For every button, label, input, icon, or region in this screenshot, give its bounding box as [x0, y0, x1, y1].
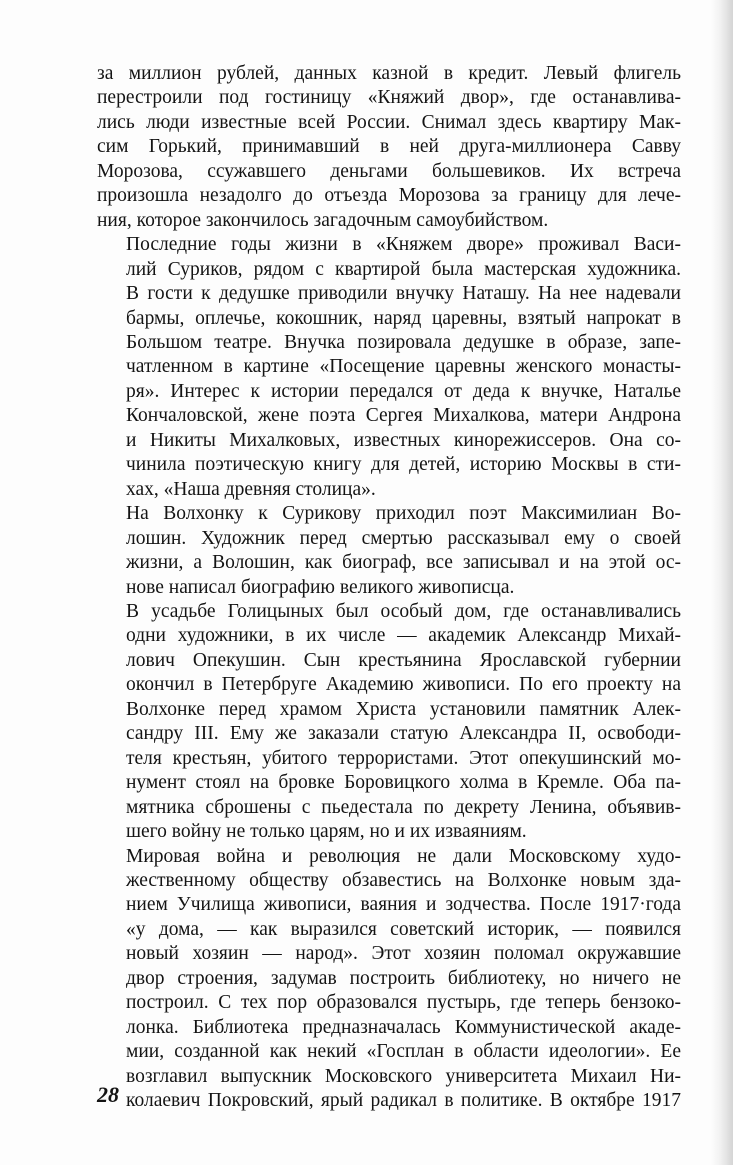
text-line: новый хозяин — народ». Этот хозяин поломал окружавшие	[126, 943, 681, 965]
text-line: сим Горький, принимавший в ней друга-миллионера Савву	[97, 136, 681, 158]
text-line: нумент стоял на бровке Боровицкого холма в Кремле. Оба па-	[126, 772, 681, 794]
text-line: В гости к дедушке приводили внучку Наташу. На нее надевали	[126, 283, 681, 305]
text-line: чинила поэтическую книгу для детей, историю Москвы в сти-	[126, 454, 681, 476]
text-line: Волхонке перед храмом Христа установили памятник Алек-	[126, 698, 681, 720]
text-line: шего войну не только царям, но и их изваяниям.	[126, 821, 527, 843]
body-text	[97, 62, 681, 1113]
text-line: лович Опекушин. Сын крестьянина Ярославской губернии	[126, 649, 681, 671]
text-line: Большом театре. Внучка позировала дедушке в образе, запе-	[126, 331, 681, 353]
text-line: чатленном в картине «Посещение царевны женского монасты-	[126, 356, 681, 378]
text-line: перестроили под гостиницу «Княжий двор», где останавлива-	[97, 87, 681, 109]
text-line: ния, которое закончилось загадочным самоубийством.	[97, 209, 549, 231]
text-line: Последние годы жизни в «Княжем дворе» проживал Васи-	[126, 234, 681, 256]
text-line: возглавил выпускник Московского университета Михаил Ни-	[126, 1065, 681, 1087]
text-line: за миллион рублей, данных казной в кредит. Левый флигель	[97, 63, 681, 84]
text-line: бармы, оплечье, кокошник, наряд царевны, взятый напрокат в	[126, 307, 681, 329]
page-spine-shadow	[711, 0, 733, 1165]
text-line: «у дома, — как выразился советский историк, — появился	[126, 918, 681, 940]
text-line: теля крестьян, убитого террористами. Этот опекушинский мо-	[126, 747, 681, 769]
text-line: жизни, а Волошин, как биограф, все записывал и на этой ос-	[126, 552, 681, 574]
text-line: одни художники, в их числе — академик Александр Михай-	[126, 625, 681, 647]
paragraph	[97, 502, 681, 600]
text-line: жественному обществу обзавестись на Волхонке новым зда-	[126, 869, 681, 891]
text-line: сандру III. Ему же заказали статую Александра II, освободи-	[126, 723, 681, 745]
paragraph	[97, 845, 681, 1114]
text-line: окончил в Петербруге Академию живописи. По его проекту на	[126, 674, 681, 696]
text-line: ря». Интерес к истории передался от деда к внучке, Наталье	[126, 380, 681, 402]
text-line: мятника сброшены с пьедестала по декрету Ленина, объявив-	[126, 796, 681, 818]
text-line: На Волхонку к Сурикову приходил поэт Максимилиан Во-	[126, 503, 681, 525]
paragraph	[97, 600, 681, 845]
page-number: 28	[97, 1082, 119, 1107]
text-line: двор строения, задумав построить библиотеку, но ничего не	[126, 967, 681, 989]
text-line: произошла незадолго до отъезда Морозова за границу для лече-	[97, 185, 681, 207]
text-line: мии, созданной как некий «Госплан в области идеологии». Ее	[126, 1041, 681, 1063]
paragraph	[97, 233, 681, 502]
text-line: нием Училища живописи, ваяния и зодчества. После 1917·года	[126, 894, 681, 916]
paragraph	[97, 62, 681, 233]
text-line: нове написал биографию великого живописца.	[126, 576, 515, 598]
text-line: лись люди известные всей России. Снимал здесь квартиру Мак-	[97, 111, 681, 133]
text-line: Мировая война и революция не дали Московскому худо-	[126, 845, 681, 867]
text-line: и Никиты Михалковых, известных кинорежиссеров. Она со-	[126, 429, 681, 451]
text-line: лонка. Библиотека предназначалась Коммунистической акаде-	[126, 1016, 681, 1038]
text-line: Кончаловской, жене поэта Сергея Михалкова, матери Андрона	[126, 405, 681, 427]
text-line: лошин. Художник перед смертью рассказывал ему о своей	[126, 527, 681, 549]
text-line: В усадьбе Голицыных был особый дом, где останавливались	[126, 600, 681, 622]
text-line: построил. С тех пор образовался пустырь, где теперь бензоко-	[126, 992, 681, 1014]
text-line: хах, «Наша древняя столица».	[126, 478, 376, 500]
text-line: колаевич Покровский, ярый радикал в политике. В октябре 1917	[126, 1090, 681, 1112]
text-line: лий Суриков, рядом с квартирой была мастерская художника.	[126, 258, 681, 280]
text-line: Морозова, ссужавшего деньгами большевиков. Их встреча	[97, 160, 681, 182]
